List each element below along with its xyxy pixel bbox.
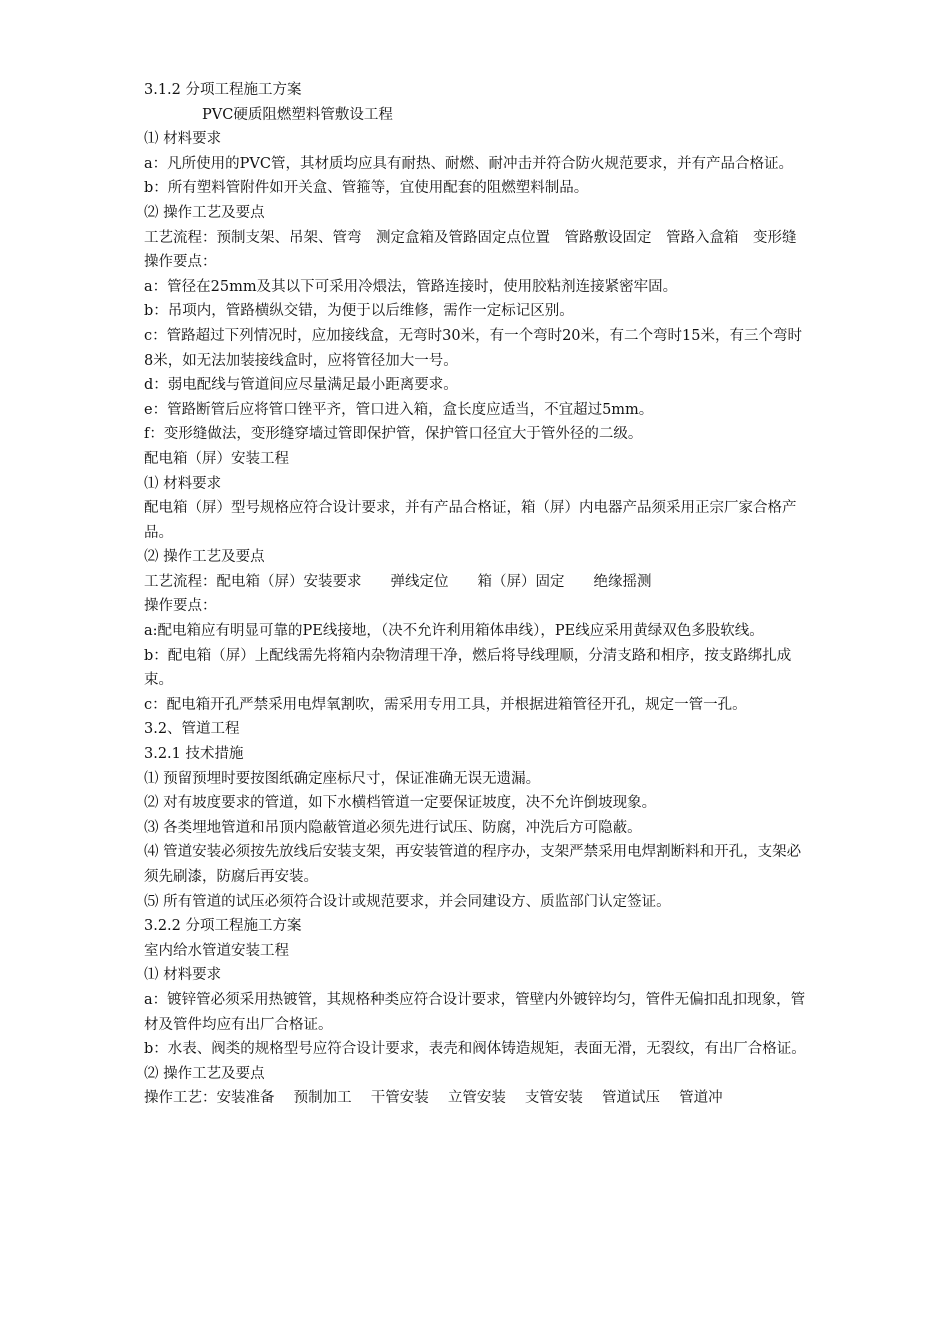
- section-process-points-3: ⑵ 操作工艺及要点: [144, 1065, 265, 1082]
- measure-1: ⑴ 预留预埋时要按图纸确定座标尺寸，保证准确无误无遗漏。: [144, 770, 541, 787]
- heading-3-2: 3.2、管道工程: [144, 721, 240, 738]
- section-process-points-2: ⑵ 操作工艺及要点: [144, 549, 265, 566]
- measure-5: ⑸ 所有管道的试压必须符合设计或规范要求，并会同建设方、质监部门认定签证。: [144, 893, 671, 910]
- process-flow-3: 操作工艺：安装准备 预制加工 干管安装 立管安装 支管安装 管道试压 管道冲: [144, 1090, 723, 1107]
- point-f: f：变形缝做法，变形缝穿墙过管即保护管，保护管口径宜大于管外径的二级。: [144, 426, 643, 443]
- paragraph-a: a：凡所使用的PVC管，其材质均应具有耐热、耐燃、耐冲击并符合防火规范要求，并有产品合格证。: [144, 155, 793, 172]
- heading-3-1-2: 3.1.2 分项工程施工方案: [144, 82, 302, 98]
- operation-points-label: 操作要点：: [144, 254, 217, 271]
- section-material-requirements-3: ⑴ 材料要求: [144, 967, 222, 984]
- point-d: d：弱电配线与管道间应尽量满足最小距离要求。: [144, 377, 458, 394]
- document-page: [144, 78, 808, 1111]
- paragraph-b: b：所有塑料管附件如开关盒、管箍等，宜使用配套的阻燃塑料制品。: [144, 180, 589, 197]
- water-point-b: b：水表、阀类的规格型号应符合设计要求，表壳和阀体铸造规矩，表面无滑，无裂纹，有出厂合格证。: [144, 1041, 806, 1058]
- subheading-pvc-conduit: PVC硬质阻燃塑料管敷设工程: [202, 106, 393, 123]
- process-flow: 工艺流程：预制支架、吊架、管弯 测定盒箱及管路固定点位置 管路敷设固定 管路入盒箱 变形缝: [144, 229, 797, 246]
- box-point-c: c：配电箱开孔严禁采用电焊氧割吹，需采用专用工具，并根据进箱管径开孔，规定一管一孔。: [144, 696, 747, 713]
- operation-points-label-2: 操作要点：: [144, 598, 217, 615]
- water-point-a: a：镀锌管必须采用热镀管，其规格种类应符合设计要求，管壁内外镀锌均匀，管件无偏扣乱扣现象，管材及管件均应有出厂合格证。: [144, 991, 806, 1033]
- section-material-requirements: ⑴ 材料要求: [144, 131, 222, 148]
- measure-2: ⑵ 对有坡度要求的管道，如下水横档管道一定要保证坡度，决不允许倒坡现象。: [144, 795, 657, 812]
- section-process-points: ⑵ 操作工艺及要点: [144, 204, 265, 221]
- process-flow-2: 工艺流程：配电箱（屏）安装要求 弹线定位 箱（屏）固定 绝缘摇测: [144, 573, 652, 590]
- point-c: c：管路超过下列情况时，应加接线盒，无弯时30米，有一个弯时20米，有二个弯时15米，有三个弯时8米，如无法加装接线盒时，应将管径加大一号。: [144, 327, 802, 369]
- point-b: b：吊项内，管路横纵交错，为便于以后维修，需作一定标记区别。: [144, 303, 574, 320]
- section-material-requirements-2: ⑴ 材料要求: [144, 475, 222, 492]
- box-point-b: b：配电箱（屏）上配线需先将箱内杂物清理干净，燃后将导线理顺，分清支路和相序，按支路绑扎成束。: [144, 647, 792, 689]
- subheading-water-supply: 室内给水管道安装工程: [144, 942, 289, 959]
- point-a: a：管径在25mm及其以下可采用冷煨法，管路连接时，使用胶粘剂连接紧密牢固。: [144, 278, 678, 295]
- subheading-distribution-box: 配电箱（屏）安装工程: [144, 450, 289, 467]
- paragraph-box-spec: 配电箱（屏）型号规格应符合设计要求，并有产品合格证，箱（屏）内电器产品须采用正宗厂家合格产品。: [144, 500, 797, 541]
- point-e: e：管路断管后应将管口锉平齐，管口进入箱，盒长度应适当，不宜超过5mm。: [144, 401, 654, 418]
- heading-3-2-2: 3.2.2 分项工程施工方案: [144, 918, 302, 935]
- measure-3: ⑶ 各类埋地管道和吊顶内隐蔽管道必须先进行试压、防腐，冲洗后方可隐蔽。: [144, 819, 642, 836]
- measure-4: ⑷ 管道安装必须按先放线后安装支架，再安装管道的程序办，支架严禁采用电焊割断料和开孔，支架必须先刷漆，防腐后再安装。: [144, 844, 802, 885]
- box-point-a: a:配电箱应有明显可靠的PE线接地，（决不允许利用箱体串线），PE线应采用黄绿双色多股软线。: [144, 623, 764, 640]
- heading-3-2-1: 3.2.1 技术措施: [144, 746, 244, 763]
